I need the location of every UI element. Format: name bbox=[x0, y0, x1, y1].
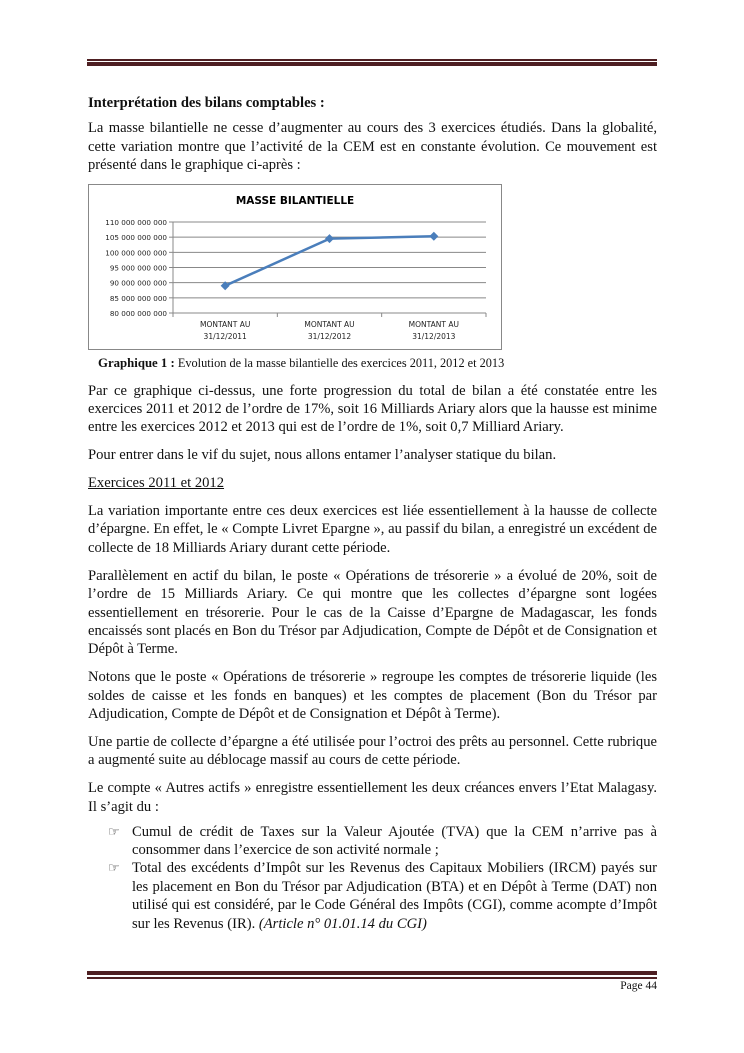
paragraph: Une partie de collecte d’épargne a été utilisée pour l’octroi des prêts au personnel. Cette rubrique a augmenté suite au déblocage massif au cours de cette période. bbox=[88, 734, 657, 769]
pointing-hand-icon: ☞ bbox=[108, 823, 120, 839]
paragraph: Pour entrer dans le vif du sujet, nous allons entamer l’analyser statique du bilan. bbox=[88, 447, 557, 464]
page-number: Page 44 bbox=[620, 980, 657, 992]
body bbox=[88, 94, 657, 933]
x-tick-label: 31/12/2011 bbox=[203, 332, 247, 342]
section-heading: Interprétation des bilans comptables : bbox=[88, 95, 325, 111]
list-item bbox=[108, 823, 657, 860]
x-tick-label: 31/12/2012 bbox=[307, 332, 352, 342]
figure-caption bbox=[98, 354, 657, 372]
chart-masse-bilantielle bbox=[88, 184, 502, 350]
x-tick-label: MONTANT AU bbox=[408, 320, 459, 330]
x-tick-label: 31/12/2013 bbox=[412, 332, 456, 342]
paragraph: Par ce graphique ci-dessus, une forte progression du total de bilan a été constatée entre les exercices 2011 et 2012 de l’ordre de 17%, soit 16 Milliards Ariary alors que la hausse est minime entre les exercices 2012 et 2013 qui est de l’ordre de 1%, soit 0,7 Milliard Ariary. bbox=[88, 382, 657, 436]
y-tick-label: 80 000 000 000 bbox=[109, 309, 167, 319]
x-tick-label: MONTANT AU bbox=[200, 320, 251, 330]
caption-text: Evolution de la masse bilantielle des exercices 2011, 2012 et 2013 bbox=[174, 356, 505, 371]
chart-svg bbox=[89, 185, 501, 349]
paragraph: La masse bilantielle ne cesse d’augmenter au cours des 3 exercices étudiés. Dans la globalité, cette variation montre que l’activité de la CEM est en constante évolution. Ce mouvement est présenté dans le graphique ci-après : bbox=[88, 120, 657, 174]
subheading: Exercices 2011 et 2012 bbox=[88, 475, 225, 492]
y-tick-label: 100 000 000 000 bbox=[105, 248, 167, 258]
chart-title: MASSE BILANTIELLE bbox=[235, 195, 355, 208]
caption-label: Graphique 1 : bbox=[98, 356, 175, 371]
paragraph: Le compte « Autres actifs » enregistre essentiellement les deux créances envers l’Etat Malagasy. Il s’agit du : bbox=[88, 780, 657, 815]
data-point bbox=[429, 232, 438, 241]
paragraph: Notons que le poste « Opérations de trésorerie » regroupe les comptes de trésorerie liquide (les soldes de caisse et les fonds en banques) et les comptes de placement (Bon du Trésor par Adjudication, Compte de Dépôt et de Consignation et Dépôt à Terme). bbox=[88, 669, 657, 723]
pointing-hand-icon: ☞ bbox=[108, 860, 120, 876]
header-rule-thick bbox=[87, 62, 657, 66]
series-line bbox=[225, 236, 434, 285]
y-tick-label: 90 000 000 000 bbox=[109, 278, 167, 288]
data-point bbox=[325, 234, 334, 243]
footer-rule bbox=[87, 977, 657, 979]
y-tick-label: 105 000 000 000 bbox=[105, 233, 167, 243]
footer-rule-thick bbox=[87, 971, 657, 975]
header-rule bbox=[87, 59, 657, 61]
x-tick-label: MONTANT AU bbox=[304, 320, 355, 330]
bullet-list bbox=[88, 823, 657, 933]
y-tick-label: 85 000 000 000 bbox=[109, 293, 167, 303]
article-reference: (Article n° 01.01.14 du CGI) bbox=[258, 915, 427, 932]
list-item-text: Cumul de crédit de Taxes sur la Valeur Ajoutée (TVA) que la CEM n’arrive pas à consommer dans l’exercice de son activité normale ; bbox=[132, 823, 657, 859]
y-tick-label: 110 000 000 000 bbox=[105, 218, 167, 228]
list-item-text: Total des excédents d’Impôt sur les Revenus des Capitaux Mobiliers (IRCM) payés sur les placement en Bon du Trésor par Adjudication (BTA) et en Dépôt à Terme (DAT) non utilisé qui est considéré, par le Code Général des Impôts (CGI), comme acompte d’Impôt sur les Revenus (IR). bbox=[132, 860, 657, 932]
paragraph: La variation importante entre ces deux exercices est liée essentiellement à la hausse de collecte d’épargne. En effet, le « Compte Livret Epargne », au passif du bilan, a enregistré un excédent de collecte de 18 Milliards Ariary durant cette période. bbox=[88, 503, 657, 556]
paragraph: Parallèlement en actif du bilan, le poste « Opérations de trésorerie » a évolué de 20%, soit de l’ordre de 15 Milliards Ariary. Ce qui montre que les collectes d’épargne sont logées essentiellement en trésorerie. Pour le cas de la Caisse d’Epargne de Madagascar, les fonds encaissés sont placés en Bon du Trésor par Adjudication, Compte de Dépôt et de Consignation et Dépôt à Terme. bbox=[88, 567, 657, 658]
list-item bbox=[108, 859, 657, 933]
y-tick-label: 95 000 000 000 bbox=[109, 263, 167, 273]
